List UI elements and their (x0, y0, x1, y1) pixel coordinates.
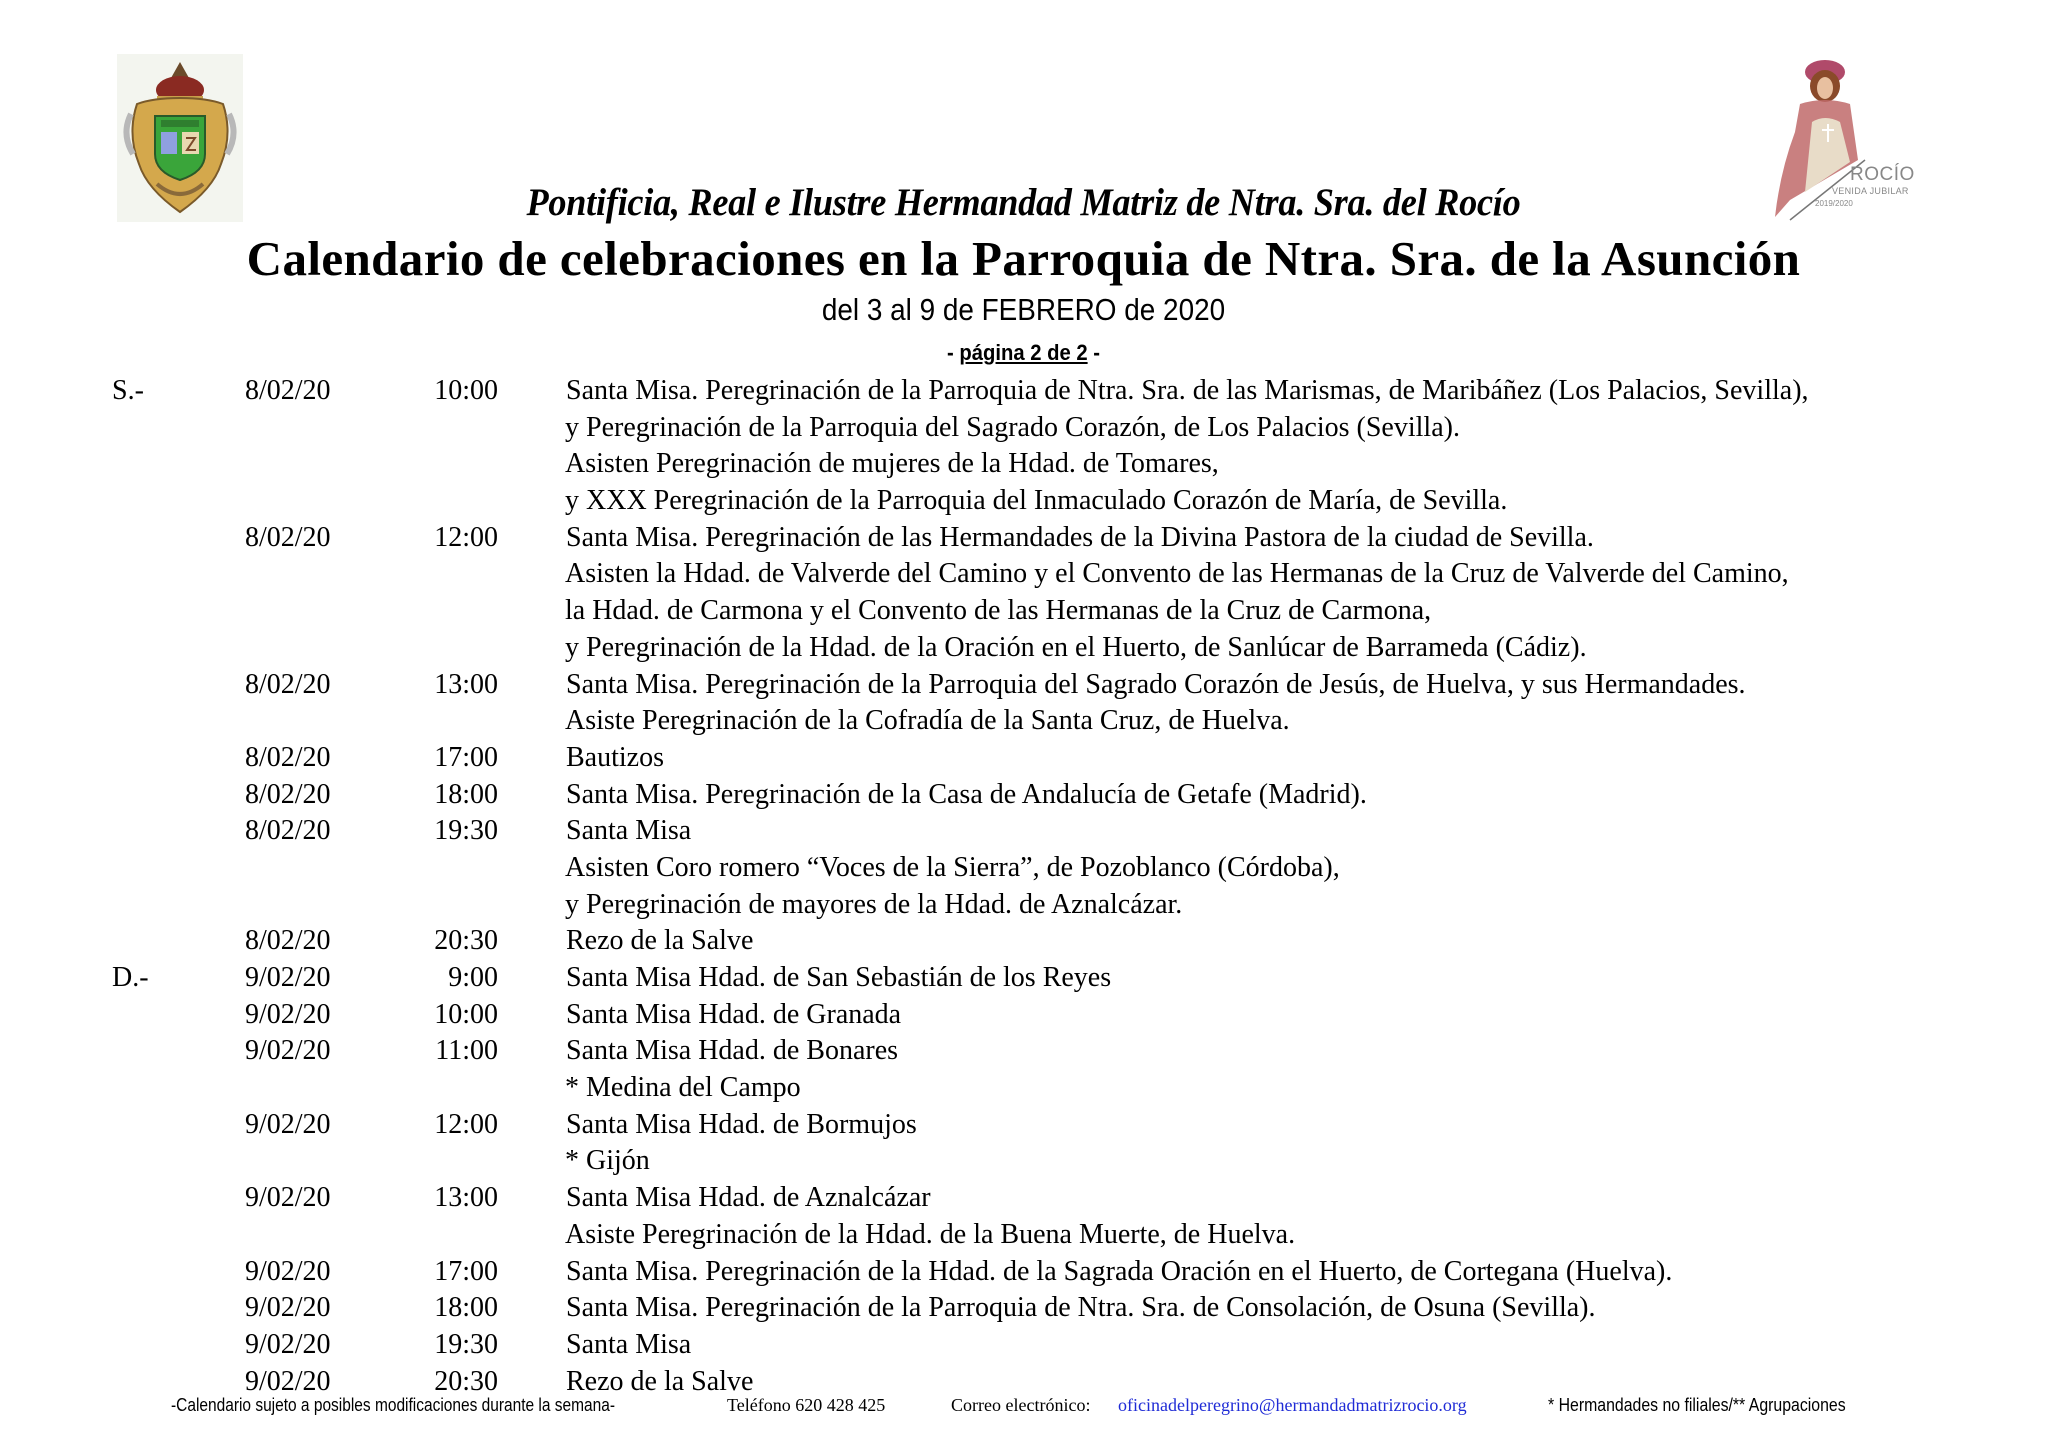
schedule-entry-continuation (0, 1070, 2047, 1107)
entry-description: * Medina del Campo (565, 1072, 801, 1104)
entry-time: 17:00 (434, 1255, 498, 1287)
entry-date: 9/02/20 (245, 962, 331, 993)
schedule-entry-continuation (0, 593, 2047, 630)
footer-email-label: Correo electrónico: (951, 1395, 1091, 1415)
schedule-entry-continuation (0, 850, 2047, 887)
entry-time: 9:00 (448, 962, 498, 993)
schedule-entry (0, 1107, 2047, 1144)
entry-date: 9/02/20 (245, 1108, 331, 1140)
schedule-entry-continuation (0, 410, 2047, 447)
entry-date: 8/02/20 (245, 778, 331, 810)
schedule-entry-continuation (0, 630, 2047, 667)
page-suffix: - (1087, 340, 1100, 365)
entry-description: y Peregrinación de la Hdad. de la Oración en el Huerto, de Sanlúcar de Barrameda (Cádiz). (565, 631, 1587, 663)
entry-description: Bautizos (566, 741, 664, 773)
entry-description: Asisten Coro romero “Voces de la Sierra”, de Pozoblanco (Córdoba), (565, 851, 1340, 883)
schedule-entry-continuation (0, 703, 2047, 740)
entry-date: 9/02/20 (245, 1365, 331, 1397)
entry-description: y XXX Peregrinación de la Parroquia del Inmaculado Corazón de María, de Sevilla. (565, 485, 1508, 517)
logo-text-years: 2019/2020 (1815, 199, 1853, 208)
schedule-entry (0, 1290, 2047, 1327)
entry-time: 13:00 (434, 1182, 498, 1214)
schedule-entry-continuation (0, 1143, 2047, 1180)
entry-description: Santa Misa Hdad. de Granada (566, 998, 902, 1030)
entry-time: 12:00 (434, 1108, 498, 1140)
entry-description: y Peregrinación de mayores de la Hdad. de Aznalcázar. (565, 888, 1183, 920)
entry-time: 12:00 (434, 521, 498, 553)
entry-description: Santa Misa. Peregrinación de las Hermandades de la Divina Pastora de la ciudad de Sevilla. (566, 521, 1594, 553)
footer-note: -Calendario sujeto a posibles modificaciones durante la semana- (171, 1395, 616, 1415)
entry-description: Rezo de la Salve (566, 925, 754, 957)
entry-date: 8/02/20 (245, 521, 331, 553)
entry-day: D.- (112, 962, 149, 993)
entry-time: 17:00 (434, 741, 498, 773)
schedule-entry (0, 923, 2047, 960)
schedule-entry (0, 777, 2047, 814)
schedule-entry-continuation (0, 446, 2047, 483)
entry-description: Asisten la Hdad. de Valverde del Camino y el Convento de las Hermanas de la Cruz de Valverde del Camino, (565, 558, 1789, 590)
footer (0, 1395, 2047, 1425)
entry-description: Santa Misa (566, 815, 692, 847)
entry-description: * Gijón (565, 1145, 650, 1177)
schedule-entry-continuation (0, 887, 2047, 924)
entry-date: 9/02/20 (245, 1035, 331, 1067)
schedule-entry (0, 667, 2047, 704)
entry-time: 20:30 (434, 1365, 498, 1397)
schedule-entry (0, 813, 2047, 850)
page-prefix: - (946, 340, 960, 365)
logo-text-venida-jubilar: VENIDA JUBILAR (1832, 186, 1909, 196)
page-indicator (82, 340, 1965, 366)
schedule-entry (0, 1327, 2047, 1364)
entry-time: 19:30 (434, 1328, 498, 1360)
footer-legend: * Hermandades no filiales/** Agrupaciones (1548, 1395, 1846, 1415)
entry-time: 10:00 (434, 998, 498, 1030)
schedule-entry (0, 1254, 2047, 1291)
entry-description: Santa Misa Hdad. de Aznalcázar (566, 1182, 931, 1214)
date-range: del 3 al 9 de FEBRERO de 2020 (821, 292, 1226, 327)
entry-date: 9/02/20 (245, 1182, 331, 1214)
schedule-entry (0, 520, 2047, 557)
entry-description: Santa Misa Hdad. de San Sebastián de los Reyes (566, 962, 1112, 993)
schedule-entry (0, 1180, 2047, 1217)
schedule-entry-continuation (0, 483, 2047, 520)
entry-time: 11:00 (435, 1035, 498, 1067)
entry-description: y Peregrinación de la Parroquia del Sagrado Corazón, de Los Palacios (Sevilla). (565, 411, 1460, 443)
entry-date: 8/02/20 (245, 668, 331, 700)
entry-time: 13:00 (434, 668, 498, 700)
entry-date: 8/02/20 (245, 815, 331, 847)
entry-description: Santa Misa. Peregrinación de la Parroquia de Ntra. Sra. de Consolación, de Osuna (Sevilla). (566, 1292, 1596, 1324)
page-number: página 2 de 2 (959, 340, 1088, 365)
document-title: Calendario de celebraciones en la Parroquia de Ntra. Sra. de la Asunción (246, 231, 1801, 286)
schedule-entry (0, 740, 2047, 777)
entry-time: 18:00 (434, 778, 498, 810)
entry-description: la Hdad. de Carmona y el Convento de las Hermanas de la Cruz de Carmona, (565, 595, 1432, 627)
logo-text-rocio: ROCÍO (1850, 164, 1915, 185)
entry-date: 8/02/20 (245, 375, 331, 406)
entry-date: 8/02/20 (245, 925, 331, 957)
entry-time: 19:30 (434, 815, 498, 847)
entry-date: 9/02/20 (245, 1292, 331, 1324)
schedule-entry (0, 1033, 2047, 1070)
entry-description: Asisten Peregrinación de mujeres de la Hdad. de Tomares, (565, 448, 1219, 480)
entry-description: Santa Misa Hdad. de Bormujos (566, 1108, 917, 1140)
entry-time: 18:00 (434, 1292, 498, 1324)
entry-description: Santa Misa (566, 1328, 692, 1360)
entry-date: 8/02/20 (245, 741, 331, 773)
entry-description: Santa Misa Hdad. de Bonares (566, 1035, 899, 1067)
entry-day: S.- (112, 375, 144, 406)
schedule-list (0, 373, 2047, 1400)
schedule-entry-continuation (0, 1217, 2047, 1254)
footer-phone: Teléfono 620 428 425 (727, 1395, 886, 1415)
schedule-entry (0, 960, 2047, 997)
entry-description: Asiste Peregrinación de la Cofradía de la Santa Cruz, de Huelva. (565, 705, 1290, 737)
schedule-entry (0, 373, 2047, 410)
entry-time: 10:00 (434, 375, 498, 406)
entry-description: Rezo de la Salve (566, 1365, 754, 1397)
entry-date: 9/02/20 (245, 998, 331, 1030)
organization-name: Pontificia, Real e Ilustre Hermandad Matriz de Ntra. Sra. del Rocío (526, 181, 1521, 224)
entry-description: Santa Misa. Peregrinación de la Parroquia del Sagrado Corazón de Jesús, de Huelva, y sus Hermandades. (566, 668, 1746, 700)
entry-date: 9/02/20 (245, 1328, 331, 1360)
entry-description: Santa Misa. Peregrinación de la Hdad. de la Sagrada Oración en el Huerto, de Cortegana (Huelva). (566, 1255, 1673, 1287)
footer-email-link[interactable]: oficinadelperegrino@hermandadmatrizrocio.org (1118, 1395, 1467, 1415)
schedule-entry (0, 997, 2047, 1034)
entry-description: Asiste Peregrinación de la Hdad. de la Buena Muerte, de Huelva. (565, 1218, 1296, 1250)
entry-description: Santa Misa. Peregrinación de la Parroquia de Ntra. Sra. de las Marismas, de Maribáñez (Los Palacios, Sevilla), (566, 375, 1809, 406)
entry-date: 9/02/20 (245, 1255, 331, 1287)
entry-description: Santa Misa. Peregrinación de la Casa de Andalucía de Getafe (Madrid). (566, 778, 1367, 810)
schedule-entry-continuation (0, 556, 2047, 593)
entry-time: 20:30 (434, 925, 498, 957)
